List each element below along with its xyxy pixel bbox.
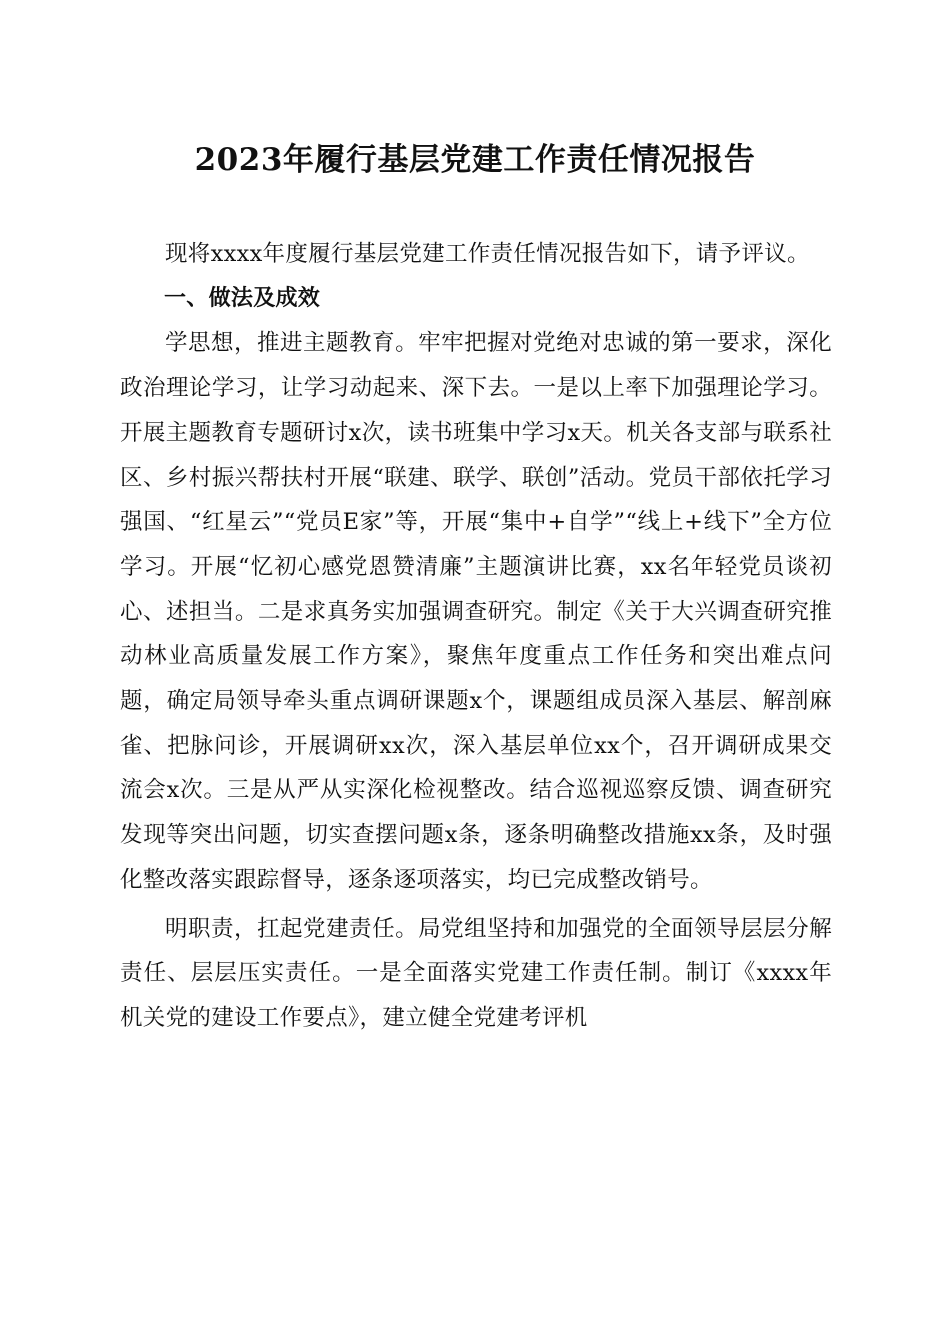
document-title: 2023年履行基层党建工作责任情况报告 [194,142,756,178]
section-heading-1: 一、做法及成效 [164,285,321,311]
paragraph-study-thought: 学思想，推进主题教育。牢牢把握对党绝对忠诚的第一要求，深化政治理论学习，让学习动起来、深下去。一是以上率下加强理论学习。开展主题教育专题研讨x次，读书班集中学习x天。机关各支部与联系社区、乡村振兴帮扶村开展“联建、联学、联创”活动。党员干部依托学习强国、“红星云”“党员E家”等，开展“集中+自学”“线上+线下”全方位学习。开展“忆初心感党恩赞清廉”主题演讲比赛，xx名年轻党员谈初心、述担当。二是求真务实加强调查研究。制定《关于大兴调查研究推动林业高质量发展工作方案》，聚焦年度重点工作任务和突出难点问题，确定局领导牵头重点调研课题x个，课题组成员深入基层、解剖麻雀、把脉问诊，开展调研xx次，深入基层单位xx个，召开调研成果交流会x次。三是从严从实深化检视整改。结合巡视巡察反馈、调查研究发现等突出问题，切实查摆问题x条，逐条明确整改措施xx条，及时强化整改落实跟踪督导，逐条逐项落实，均已完成整改销号。 [120,330,832,893]
intro-paragraph: 现将xxxx年度履行基层党建工作责任情况报告如下，请予评议。 [165,241,810,267]
paragraph-clarify-duty: 明职责，扛起党建责任。局党组坚持和加强党的全面领导层层分解责任、层层压实责任。一是全面落实党建工作责任制。制订《xxxx年机关党的建设工作要点》，建立健全党建考评机 [120,915,832,1031]
document-body [120,232,832,1041]
